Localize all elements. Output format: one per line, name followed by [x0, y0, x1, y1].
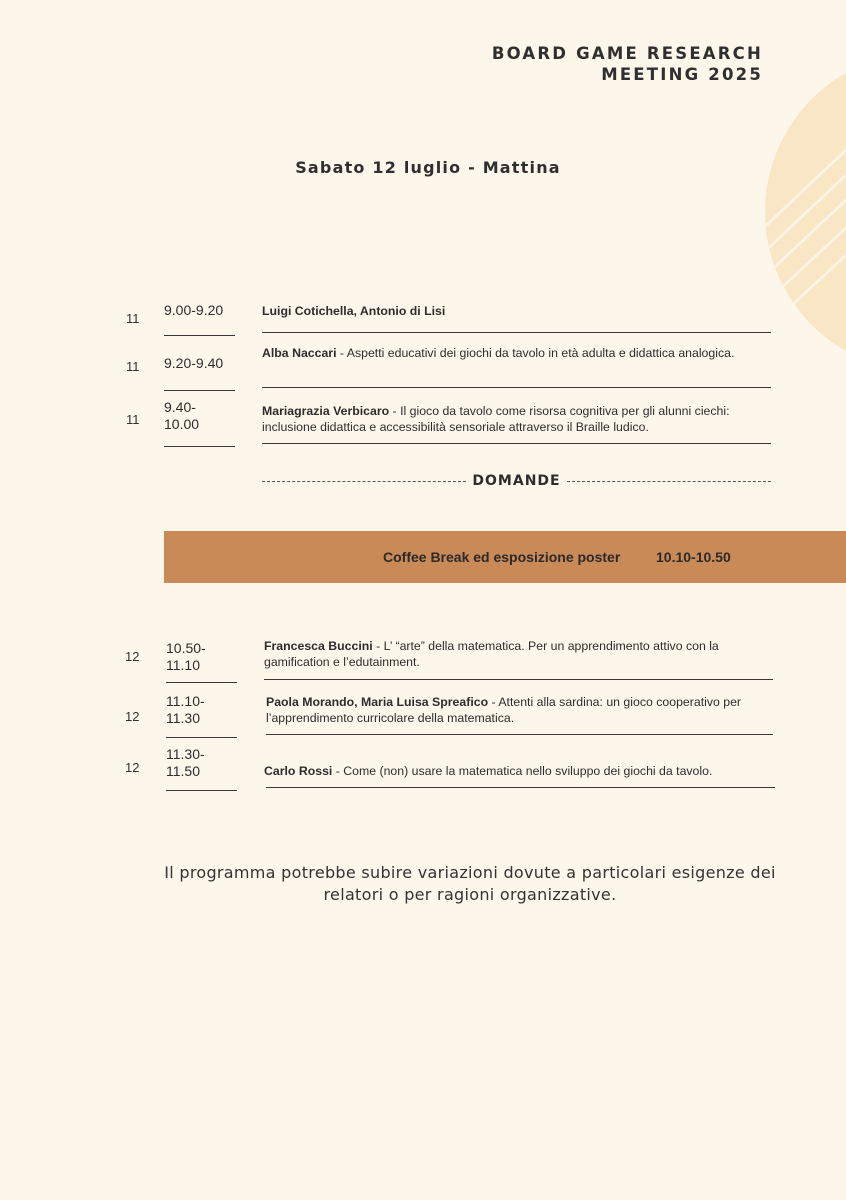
coffee-break-bar — [164, 531, 846, 583]
event-title — [492, 43, 763, 85]
schedule-disclaimer: Il programma potrebbe subire variazioni dovute a particolari esigenze dei relatori o per ragioni organizzative. — [164, 863, 776, 904]
session-number: 12 — [125, 649, 140, 664]
talk-speakers: Francesca Buccini — [264, 639, 373, 653]
divider — [164, 390, 235, 391]
coffee-break-label: Coffee Break ed esposizione poster — [383, 549, 621, 565]
divider — [264, 679, 773, 680]
talk-entry — [266, 694, 771, 726]
divider — [266, 787, 775, 788]
session-number: 11 — [126, 359, 140, 374]
divider — [164, 446, 235, 447]
talk-speakers: Alba Naccari — [262, 346, 337, 360]
coffee-break-time: 10.10-10.50 — [656, 549, 731, 565]
dashed-line — [567, 481, 771, 482]
talk-entry — [264, 763, 774, 779]
questions-separator — [262, 471, 771, 491]
time-slot: 11.30-11.50 — [166, 746, 205, 779]
divider — [164, 335, 235, 336]
time-slot: 9.20-9.40 — [164, 355, 224, 371]
session-number: 12 — [125, 709, 140, 724]
time-slot: 9.00-9.20 — [164, 302, 224, 318]
talk-entry — [262, 303, 767, 319]
talk-title: - Il gioco da tavolo come risorsa cognitiva per gli alunni ciechi: inclusione didattica e accessibilità sensoriale attraverso il Braille ludico. — [262, 404, 730, 434]
talk-speakers: Luigi Cotichella, Antonio di Lisi — [262, 304, 446, 318]
session-number: 11 — [126, 412, 140, 427]
divider — [166, 790, 237, 791]
time-slot: 9.40-10.00 — [164, 399, 200, 432]
day-subtitle: Sabato 12 luglio - Mattina — [295, 158, 561, 177]
divider — [262, 443, 771, 444]
talk-title: - L’ “arte” della matematica. Per un apprendimento attivo con la gamification e l’edutainment. — [264, 639, 719, 669]
event-title-line1: BOARD GAME RESEARCH — [491, 44, 763, 63]
talk-entry — [262, 403, 767, 435]
talk-title: - Aspetti educativi dei giochi da tavolo in età adulta e didattica analogica. — [336, 346, 735, 360]
talk-entry — [264, 638, 769, 670]
session-number: 12 — [125, 760, 140, 775]
session-number: 11 — [126, 311, 140, 326]
talk-speakers: Carlo Rossi — [264, 764, 333, 778]
talk-title: - Attenti alla sardina: un gioco cooperativo per l’apprendimento curricolare della matematica. — [266, 695, 742, 725]
talk-title: - Come (non) usare la matematica nello sviluppo dei giochi da tavolo. — [332, 764, 713, 778]
divider — [266, 734, 773, 735]
divider — [166, 682, 237, 683]
divider — [166, 737, 237, 738]
dashed-line — [262, 481, 466, 482]
divider — [262, 387, 771, 388]
divider — [262, 332, 771, 333]
talk-speakers: Mariagrazia Verbicaro — [262, 404, 390, 418]
talk-speakers: Paola Morando, Maria Luisa Spreafico — [266, 695, 489, 709]
talk-entry — [262, 345, 742, 361]
event-title-line2: MEETING 2025 — [601, 65, 763, 84]
time-slot: 11.10-11.30 — [166, 693, 205, 726]
time-slot: 10.50-11.10 — [166, 640, 206, 673]
questions-label: DOMANDE — [472, 473, 561, 489]
